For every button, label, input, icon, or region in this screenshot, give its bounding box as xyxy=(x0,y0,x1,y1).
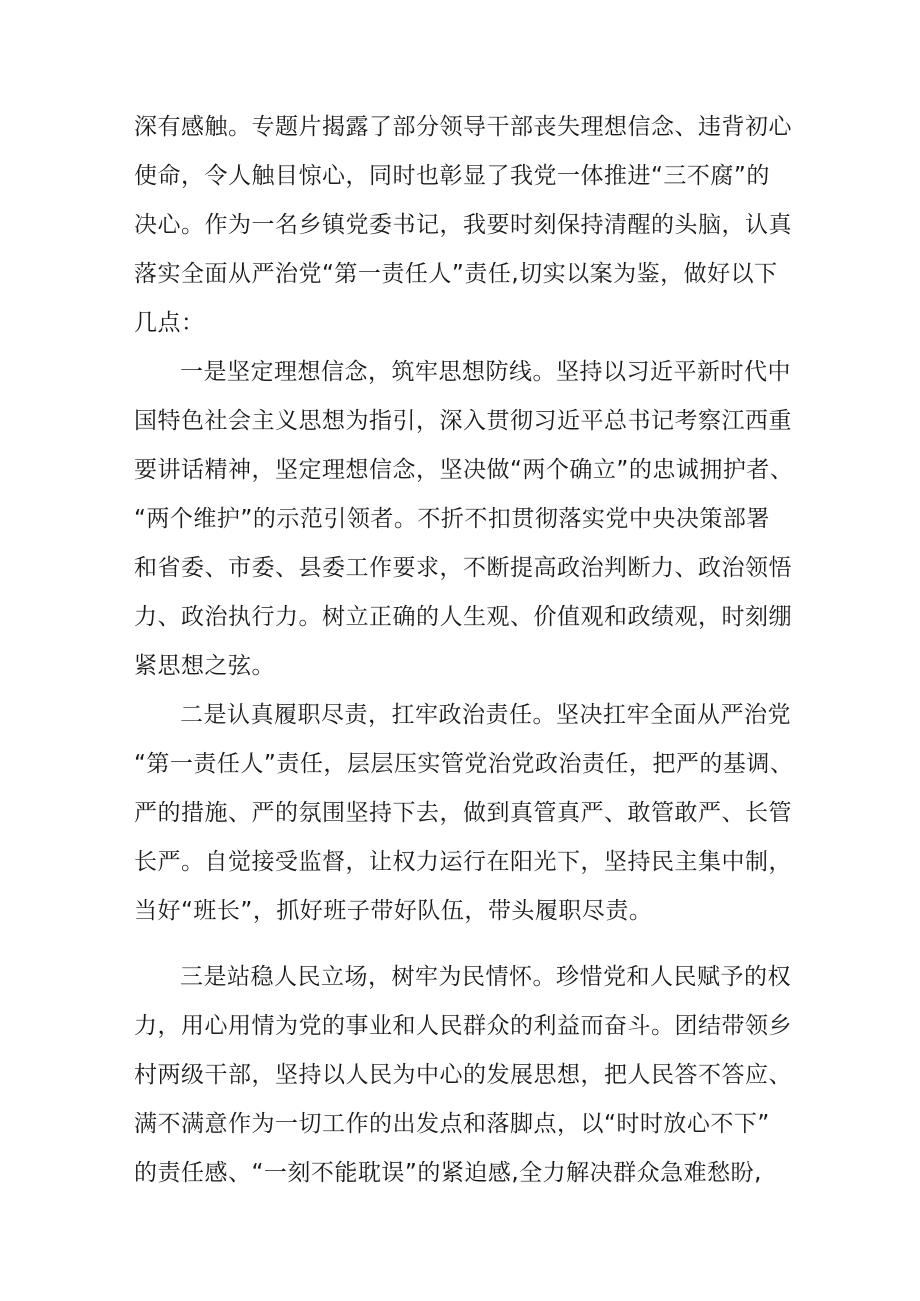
point-1-line-7: 紧思想之弦。 xyxy=(134,653,275,679)
intro-line-1: 深有感触。专题片揭露了部分领导干部丧失理想信念、违背初心 xyxy=(134,114,792,140)
intro-line-5: 几点： xyxy=(134,310,205,336)
point-3-line-1: 三是站稳人民立场，树牢为民情怀。珍惜党和人民赋予的权 xyxy=(180,964,791,990)
point-2-line-2: “第一责任人”责任，层层压实管党治党政治责任，把严的基调、 xyxy=(134,751,794,777)
intro-line-4: 落实全面从严治党“第一责任人”责任,切实以案为鉴，做好以下 xyxy=(134,261,778,287)
point-3-line-3: 村两级干部，坚持以人民为中心的发展思想，把人民答不答应、 xyxy=(134,1062,792,1088)
point-2-line-1: 二是认真履职尽责，扛牢政治责任。坚决扛牢全面从严治党 xyxy=(180,702,791,728)
intro-line-2: 使命，令人触目惊心，同时也彰显了我党一体推进“三不腐”的 xyxy=(134,163,770,189)
point-1-line-2: 国特色社会主义思想为指引，深入贯彻习近平总书记考察江西重 xyxy=(134,408,792,434)
point-1-line-6: 力、政治执行力。树立正确的人生观、价值观和政绩观，时刻绷 xyxy=(134,604,792,630)
point-3-line-2: 力，用心用情为党的事业和人民群众的利益而奋斗。团结带领乡 xyxy=(134,1013,792,1039)
point-1-line-3: 要讲话精神，坚定理想信念，坚决做“两个确立”的忠诚拥护者、 xyxy=(134,457,794,483)
point-2-line-4: 长严。自觉接受监督，让权力运行在阳光下，坚持民主集中制， xyxy=(134,849,792,875)
point-2-line-3: 严的措施、严的氛围坚持下去，做到真管真严、敢管敢严、长管 xyxy=(134,800,792,826)
intro-line-3: 决心。作为一名乡镇党委书记，我要时刻保持清醒的头脑，认真 xyxy=(134,212,792,238)
point-3-line-5: 的责任感、“一刻不能耽误”的紧迫感,全力解决群众急难愁盼, xyxy=(134,1160,762,1186)
point-1-line-1: 一是坚定理想信念，筑牢思想防线。坚持以习近平新时代中 xyxy=(180,359,791,385)
point-1-line-4: “两个维护”的示范引领者。不折不扣贯彻落实党中央决策部署 xyxy=(134,506,770,532)
point-2-line-5: 当好“班长”，抓好班子带好队伍，带头履职尽责。 xyxy=(134,898,653,924)
point-1-line-5: 和省委、市委、县委工作要求，不断提高政治判断力、政治领悟 xyxy=(134,555,792,581)
point-3-line-4: 满不满意作为一切工作的出发点和落脚点，以“时时放心不下” xyxy=(134,1111,770,1137)
